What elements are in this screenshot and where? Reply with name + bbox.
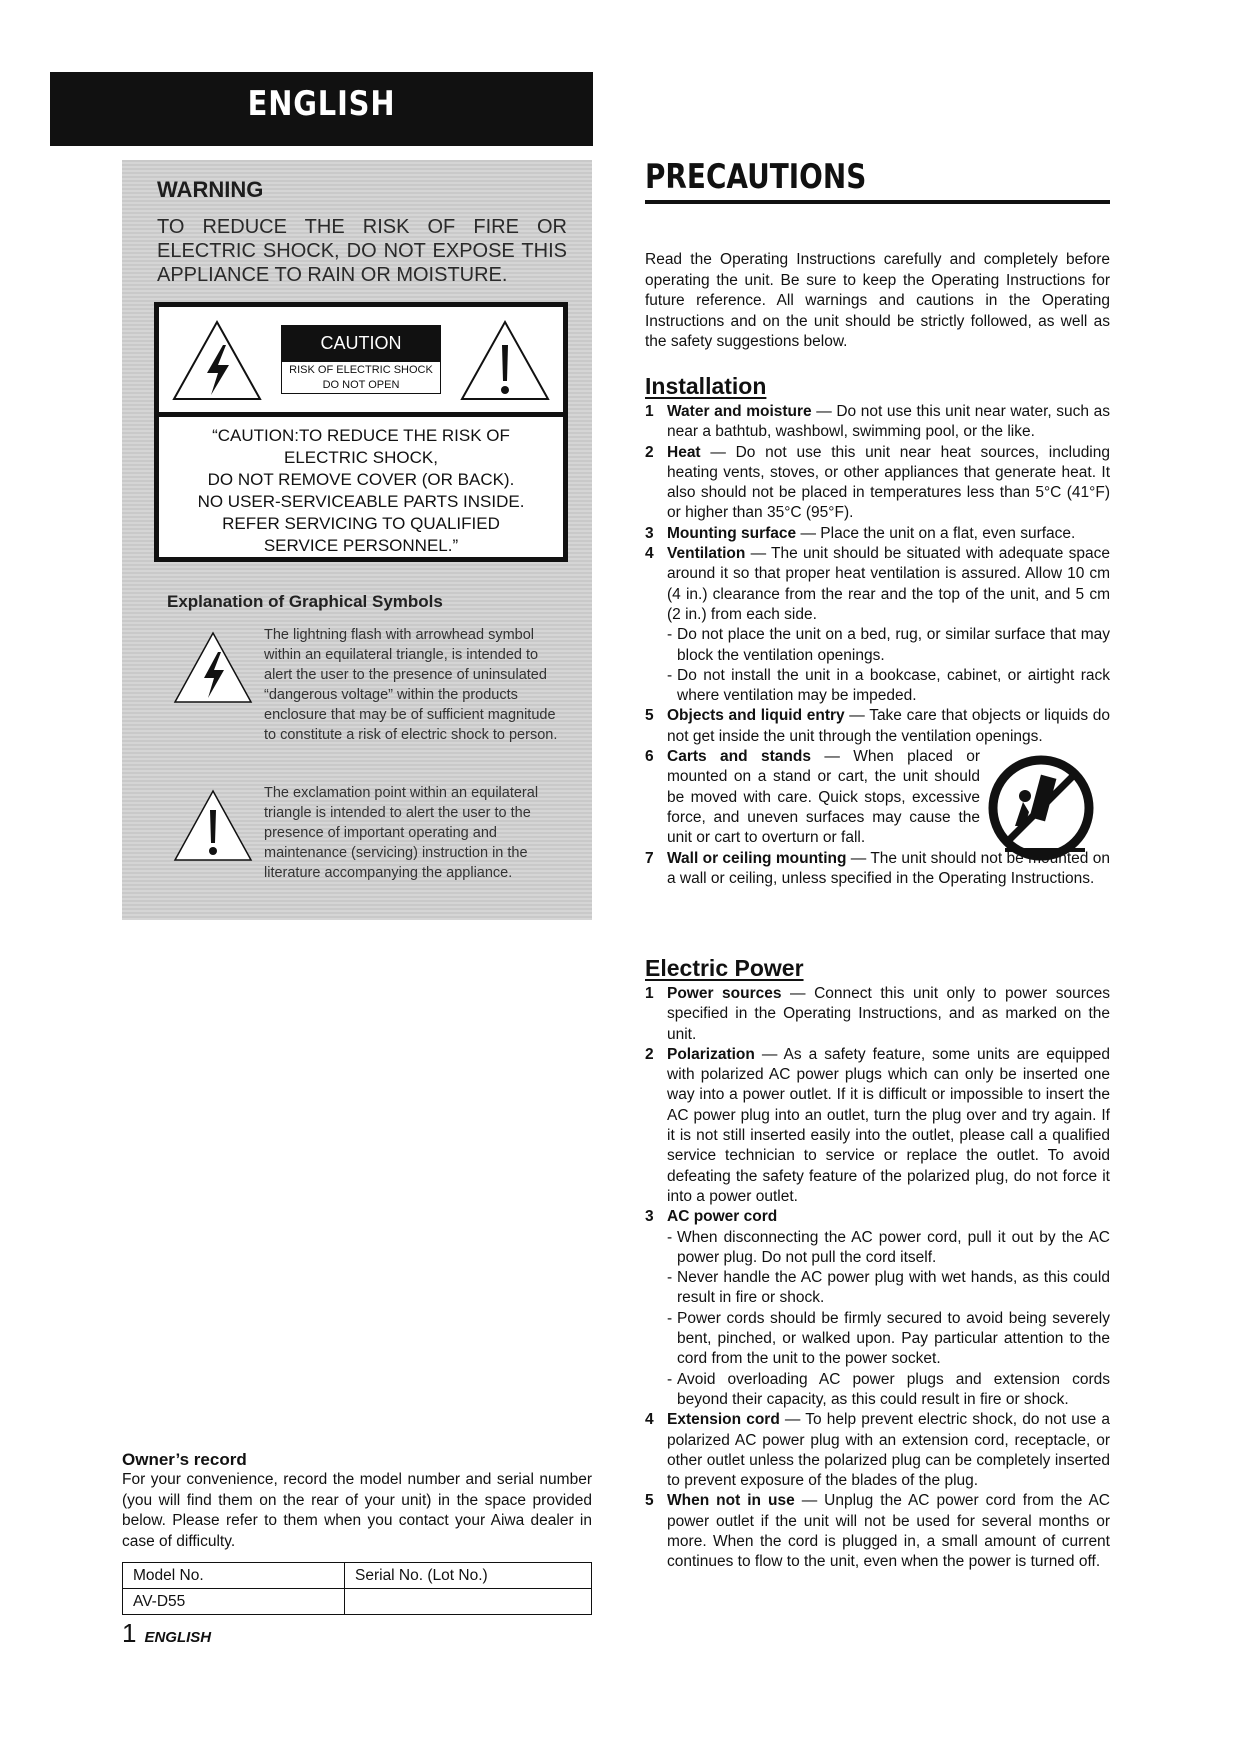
- sub-item: - Power cords should be firmly secured to avoid being severely bent, pinched, or walked upon. Pay particular attention to the cord from the unit to the power socket.: [667, 1309, 1110, 1370]
- sub-item: - When disconnecting the AC power cord, pull it out by the AC power plug. Do not pull the cord itself.: [667, 1228, 1110, 1269]
- item-text: — The unit should not be mounted on a wall or ceiling, unless specified in the Operating Instructions.: [667, 849, 1110, 887]
- item-number: 7: [645, 849, 654, 867]
- page-number: 1: [122, 1618, 137, 1648]
- item-title: Mounting surface: [667, 524, 797, 542]
- caution-line: NO USER-SERVICEABLE PARTS INSIDE.: [197, 492, 525, 511]
- cart-tip-over-icon: [985, 752, 1097, 864]
- caution-line: DO NOT REMOVE COVER (OR BACK).: [207, 470, 515, 489]
- model-no-header: Model No.: [123, 1563, 345, 1589]
- item-title: Ventilation: [667, 545, 746, 563]
- page-footer: [122, 1618, 211, 1649]
- language-banner-label: ENGLISH: [247, 84, 396, 124]
- list-item: [645, 706, 1110, 747]
- exclamation-warning-icon: [459, 319, 551, 403]
- item-text: — Connect this unit only to power sources specified in the Operating Instructions, and as marked on the unit.: [667, 985, 1110, 1043]
- electric-power-heading: Electric Power: [645, 955, 804, 981]
- owners-record-table: [122, 1562, 592, 1615]
- sub-item: - Never handle the AC power plug with wet hands, as this could result in fire or shock.: [667, 1268, 1110, 1309]
- item-text: — The unit should be situated with adequate space around it so that proper heat ventilation is assured. Allow 10 cm (4 in.) clearance from the rear and the top of the unit, and 5 cm (2 in.) from each side.: [667, 545, 1110, 623]
- sub-item: - Avoid overloading AC power plugs and extension cords beyond their capacity, as this could result in fire or shock.: [667, 1370, 1110, 1411]
- explanation-title: Explanation of Graphical Symbols: [167, 592, 443, 611]
- serial-no-header: Serial No. (Lot No.): [345, 1563, 592, 1589]
- table-header-row: [123, 1563, 592, 1589]
- page-title: PRECAUTIONS: [645, 157, 867, 197]
- list-item: [645, 1207, 1110, 1410]
- item-title: When not in use: [667, 1492, 795, 1510]
- item-title: Water and moisture: [667, 403, 812, 420]
- title-divider: [645, 200, 1110, 204]
- item-number: 3: [645, 524, 654, 542]
- item-number: 3: [645, 1208, 654, 1226]
- owners-record-text: For your convenience, record the model number and serial number (you will find them on the rear of your unit) in the space provided below. Please refer to them when you contact your Aiwa dealer in case of difficulty.: [122, 1471, 592, 1550]
- warning-title: WARNING: [157, 177, 264, 202]
- item-text: — Do not use this unit near heat sources, including heating vents, stoves, or other appliances that generate heat. It also should not be placed in temperatures less than 5°C (41°F) or higher than 35°C (95°F).: [667, 443, 1110, 522]
- item-number: 5: [645, 1492, 654, 1510]
- list-item: [645, 984, 1110, 1045]
- item-number: 2: [645, 443, 654, 461]
- item-title: Carts and stands: [667, 748, 811, 766]
- warning-text: TO REDUCE THE RISK OF FIRE OR ELECTRIC SHOCK, DO NOT EXPOSE THIS APPLIANCE TO RAIN OR MOISTURE.: [157, 216, 567, 286]
- caution-line: REFER SERVICING TO QUALIFIED: [222, 514, 500, 533]
- list-item: [645, 443, 1110, 524]
- language-banner: [50, 72, 593, 146]
- item-text: — Unplug the AC power cord from the AC power outlet if the unit will not be used for several months or more. When the cord is plugged in, a small amount of current continues to flow to the unit, even when the power is turned off.: [667, 1492, 1110, 1571]
- electric-power-list: [645, 984, 1110, 1573]
- item-title: Extension cord: [667, 1411, 780, 1429]
- serial-no-value: [345, 1589, 592, 1615]
- item-title: Objects and liquid entry: [667, 707, 845, 725]
- caution-sub-line: RISK OF ELECTRIC SHOCK: [289, 364, 433, 376]
- list-item: [645, 544, 1110, 706]
- exclamation-symbol-icon: [172, 788, 254, 864]
- table-row: [123, 1589, 592, 1615]
- item-number: 1: [645, 985, 654, 1002]
- item-text: — When placed or mounted on a stand or cart, the unit should be moved with care. Quick stops, excessive force, and uneven surfaces may cause the unit or cart to overturn or fall.: [667, 748, 980, 847]
- precautions-intro: Read the Operating Instructions carefully and completely before operating the unit. Be sure to keep the Operating Instructions for future reference. All warnings and cautions in the Operating Instructions and on the unit should be strictly followed, as well as the safety suggestions below.: [645, 251, 1110, 350]
- list-item: [645, 1410, 1110, 1491]
- item-text: — Take care that objects or liquids do not get inside the unit through the ventilation openings.: [667, 707, 1110, 745]
- exclamation-explanation: The exclamation point within an equilateral triangle is intended to alert the user to the presence of important operating and maintenance (servicing) instruction in the literature accompanying the appliance.: [264, 785, 539, 881]
- item-title: Heat: [667, 443, 701, 461]
- item-text: — Do not use this unit near water, such as near a bathtub, washbowl, swimming pool, or the like.: [667, 403, 1111, 441]
- warning-panel: [122, 160, 592, 920]
- item-number: 6: [645, 748, 654, 766]
- caution-label: CAUTION: [281, 325, 441, 361]
- caution-sub-label: [281, 361, 441, 394]
- caution-sub-line: DO NOT OPEN: [322, 379, 400, 391]
- item-number: 4: [645, 1411, 654, 1429]
- item-title: Wall or ceiling mounting: [667, 849, 847, 867]
- owners-record-title: Owner’s record: [122, 1450, 247, 1469]
- lightning-symbol-icon: [172, 630, 254, 706]
- footer-language: ENGLISH: [144, 1629, 212, 1646]
- caution-line: “CAUTION:TO REDUCE THE RISK OF: [212, 426, 510, 445]
- list-item: [645, 1491, 1110, 1572]
- caution-header: [159, 307, 563, 417]
- item-text: — Place the unit on a flat, even surface.: [796, 524, 1076, 542]
- item-number: 2: [645, 1045, 654, 1063]
- list-item: [645, 1045, 1110, 1207]
- item-title: Polarization: [667, 1045, 755, 1063]
- item-number: 1: [645, 403, 654, 420]
- lightning-explanation: The lightning flash with arrowhead symbol within an equilateral triangle, is intended to alert the user to the presence of uninsulated “dangerous voltage” within the products enclosure that may be of sufficient magnitude to constitute a risk of electric shock to person.: [264, 627, 558, 743]
- sub-item: - Do not place the unit on a bed, rug, or similar surface that may block the ventilation openings.: [667, 625, 1110, 666]
- sub-item: - Do not install the unit in a bookcase, cabinet, or airtight rack where ventilation may be impeded.: [667, 666, 1110, 707]
- caution-line: SERVICE PERSONNEL.”: [263, 536, 459, 555]
- item-number: 5: [645, 707, 654, 725]
- model-no-value: AV-D55: [123, 1589, 345, 1615]
- item-title: AC power cord: [667, 1208, 778, 1226]
- item-text: — To help prevent electric shock, do not use a polarized AC power plug with an extension cord, receptacle, or other outlet unless the polarized plug can be completely inserted to prevent exposure of the blades of the plug.: [667, 1411, 1111, 1490]
- caution-message: [159, 425, 563, 557]
- caution-box: [154, 302, 568, 562]
- item-number: 4: [645, 545, 654, 563]
- item-title: Power sources: [667, 985, 782, 1002]
- lightning-warning-icon: [171, 319, 263, 403]
- list-item: [645, 524, 1110, 544]
- list-item: [645, 402, 1110, 443]
- installation-heading: Installation: [645, 373, 767, 399]
- caution-line: ELECTRIC SHOCK,: [284, 448, 438, 467]
- item-text: — As a safety feature, some units are equipped with polarized AC power plugs which can only be inserted one way into a power outlet. If it is difficult or impossible to insert the AC power plug into an outlet, turn the plug over and try again. If it is not still inserted easily into the outlet, please call a qualified service technician to service or replace the outlet. To avoid defeating the safety feature of the polarized plug, do not force it into a power outlet.: [667, 1045, 1110, 1205]
